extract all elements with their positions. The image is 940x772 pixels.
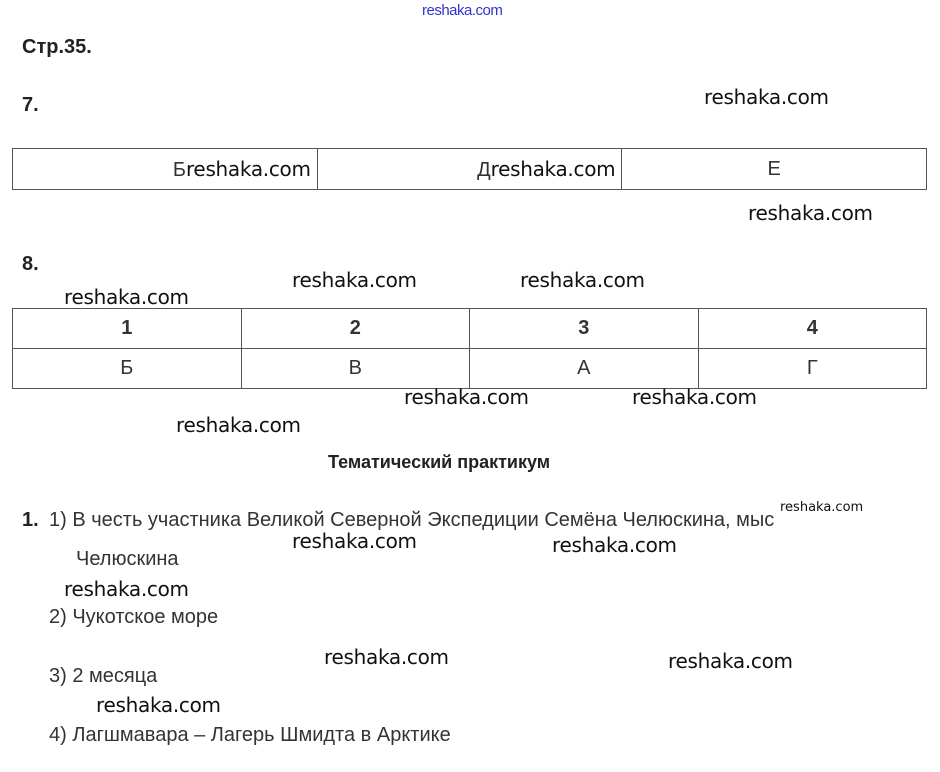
page-label: Стр.35. bbox=[22, 36, 92, 58]
watermark: reshaka.com bbox=[64, 577, 189, 601]
answer-4: 4) Лагшмавара – Лагерь Шмидта в Арктике bbox=[49, 724, 451, 746]
watermark: reshaka.com bbox=[704, 85, 829, 109]
answer-3: 3) 2 месяца bbox=[49, 665, 158, 687]
table-header-cell: 1 bbox=[13, 309, 242, 349]
watermark: reshaka.com bbox=[748, 201, 873, 225]
watermark: reshaka.com bbox=[324, 645, 449, 669]
header-watermark[interactable]: reshaka.com bbox=[422, 2, 503, 19]
watermark: reshaka.com bbox=[520, 268, 645, 292]
table-cell: Г bbox=[698, 349, 927, 389]
task-7-table bbox=[12, 148, 927, 190]
answer-1: 1) В честь участника Великой Северной Экспедиции Семёна Челюскина, мыс bbox=[49, 509, 775, 531]
section-title: Тематический практикум bbox=[328, 452, 551, 472]
watermark: reshaka.com bbox=[404, 385, 529, 409]
task-7-cell: Дreshaka.com bbox=[317, 149, 622, 190]
table-header-cell: 2 bbox=[241, 309, 470, 349]
table-header-cell: 3 bbox=[470, 309, 699, 349]
practicum-number: 1. bbox=[22, 509, 39, 531]
task-8-number: 8. bbox=[22, 253, 39, 275]
watermark: reshaka.com bbox=[292, 529, 417, 553]
watermark: reshaka.com bbox=[64, 285, 189, 309]
watermark: reshaka.com bbox=[668, 649, 793, 673]
answer-1-continued: Челюскина bbox=[76, 548, 179, 570]
answer-2: 2) Чукотское море bbox=[49, 606, 219, 628]
task-8-table bbox=[12, 308, 927, 389]
watermark: reshaka.com bbox=[632, 385, 757, 409]
table-cell: Б bbox=[13, 349, 242, 389]
watermark: reshaka.com bbox=[96, 693, 221, 717]
table-cell: В bbox=[241, 349, 470, 389]
table-header-cell: 4 bbox=[698, 309, 927, 349]
table-cell: А bbox=[470, 349, 699, 389]
task-7-cell: Е bbox=[622, 149, 927, 190]
watermark: reshaka.com bbox=[292, 268, 417, 292]
watermark: reshaka.com bbox=[552, 533, 677, 557]
task-7-number: 7. bbox=[22, 94, 39, 116]
watermark: reshaka.com bbox=[176, 413, 301, 437]
task-7-cell: Бreshaka.com bbox=[13, 149, 318, 190]
watermark: reshaka.com bbox=[780, 500, 864, 515]
